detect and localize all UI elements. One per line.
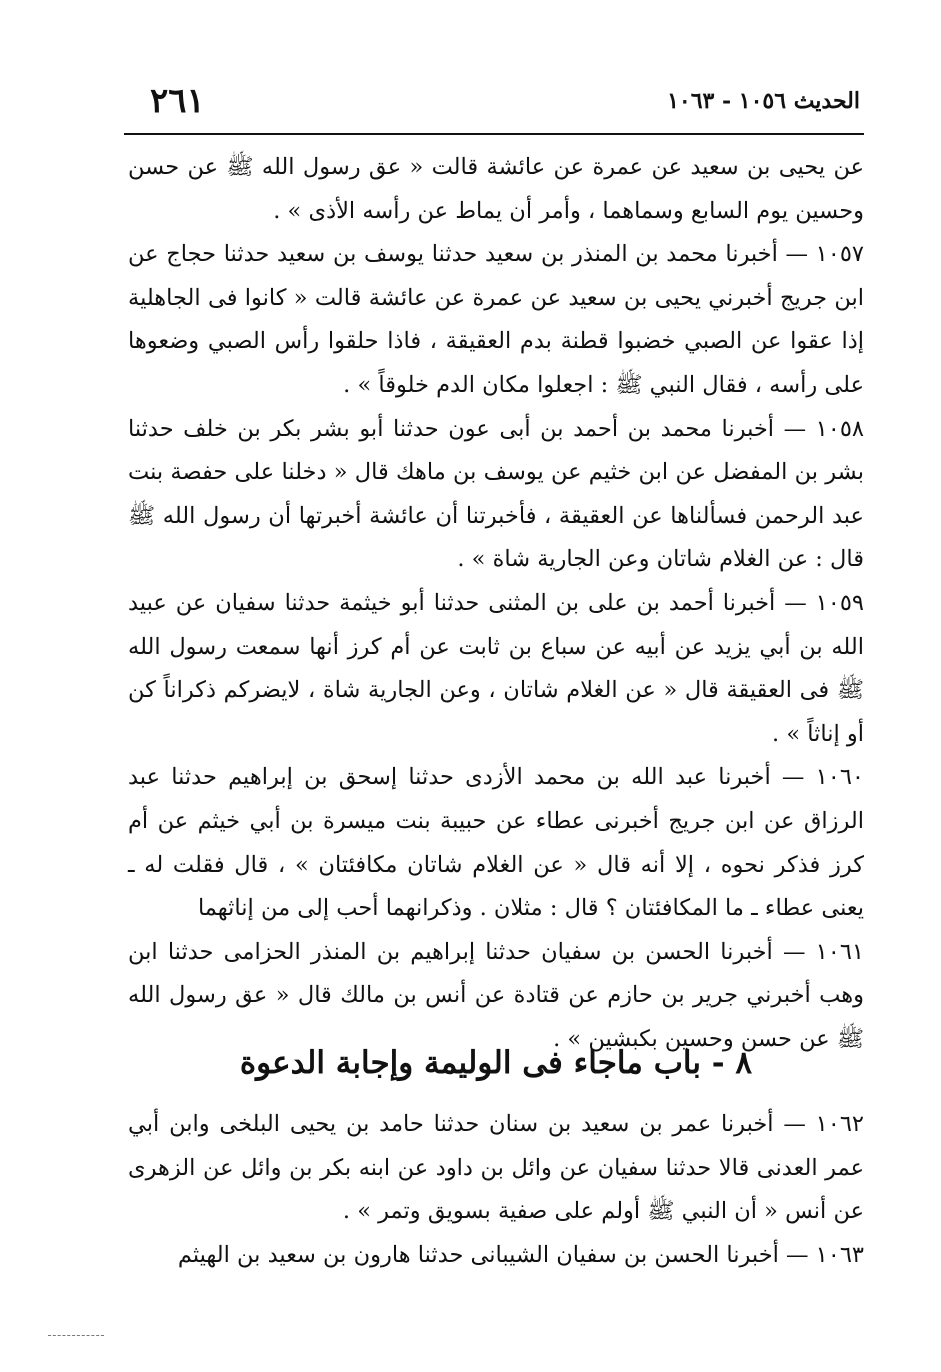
header-rule <box>124 133 864 135</box>
paragraph-hadith-1058: ١٠٥٨ — أخبرنا محمد بن أحمد بن أبى عون حدثنا أبو بشر بكر بن خلف حدثنا بشر بن المفضل عن ابن خثيم عن يوسف بن ماهك قال « دخلنا على حفصة بنت عبد الرحمن فسألناها عن العقيقة ، فأخبرتنا أن عائشة أخبرتها أن رسول الله ﷺ قال : عن الغلام شاتان وعن الجارية شاة » . <box>128 415 864 573</box>
paragraph-hadith-1063: ١٠٦٣ — أخبرنا الحسن بن سفيان الشيبانى حدثنا هارون بن سعيد بن الهيثم <box>177 1241 864 1268</box>
page-header <box>124 78 864 130</box>
paragraph-hadith-1060: ١٠٦٠ — أخبرنا عبد الله بن محمد الأزدى حدثنا إسحق بن إبراهيم حدثنا عبد الرزاق عن ابن جريج أخبرنى عطاء عن حبيبة بنت ميسرة بن أبي خيثم عن أم كرز فذكر نحوه ، إلا أنه قال « عن الغلام شاتان مكافئتان » ، قال فقلت له ـ يعنى عطاء ـ ما المكافئتان ؟ قال : مثلان . وذكرانهما أحب إلى من إناثهما <box>128 764 864 922</box>
paragraph-hadith-1061: ١٠٦١ — أخبرنا الحسن بن سفيان حدثنا إبراهيم بن المنذر الحزامى حدثنا ابن وهب أخبرني جرير بن حازم عن قتادة عن أنس بن مالك قال « عق رسول الله ﷺ عن حسن وحسين بكبشين » . <box>128 938 864 1052</box>
page-number: ٢٦١ <box>150 81 205 121</box>
main-text-continued <box>128 1103 864 1277</box>
running-title: الحديث ١٠٥٦ - ١٠٦٣ <box>667 88 860 114</box>
chapter-heading: ٨ - باب ماجاء فى الوليمة وإجابة الدعوة <box>239 1045 753 1081</box>
paragraph-hadith-1057: ١٠٥٧ — أخبرنا محمد بن المنذر بن سعيد حدثنا يوسف بن سعيد حدثنا حجاج عن ابن جريج أخبرني يحيى بن سعيد عن عمرة عن عائشة قالت « كانوا فى الجاهلية إذا عقوا عن الصبي خضبوا قطنة بدم العقيقة ، فاذا حلقوا رأس الصبي وضعوها على رأسه ، فقال النبي ﷺ : اجعلوا مكان الدم خلوقاً » . <box>128 241 864 398</box>
paragraph-hadith-1056-end: عن يحيى بن سعيد عن عمرة عن عائشة قالت « عق رسول الله ﷺ عن حسن وحسين يوم السابع وسماهما ، وأمر أن يماط عن رأسه الأذى » . <box>128 154 864 224</box>
main-text <box>128 146 864 1061</box>
scan-margin-mark <box>48 1335 104 1336</box>
paragraph-hadith-1062: ١٠٦٢ — أخبرنا عمر بن سعيد بن سنان حدثنا حامد بن يحيى البلخى وابن أبي عمر العدنى قالا حدثنا سفيان عن وائل بن داود عن ابنه بكر بن وائل عن الزهرى عن أنس « أن النبي ﷺ أولم على صفية بسويق وتمر » . <box>128 1111 864 1225</box>
paragraph-hadith-1059: ١٠٥٩ — أخبرنا أحمد بن على بن المثنى حدثنا أبو خيثمة حدثنا سفيان عن عبيد الله بن أبي يزيد عن أبيه عن سباع بن ثابت عن أم كرز أنها سمعت رسول الله ﷺ فى العقيقة قال « عن الغلام شاتان ، وعن الجارية شاة ، لايضركم ذكراناً كن أو إناثاً » . <box>128 589 864 747</box>
